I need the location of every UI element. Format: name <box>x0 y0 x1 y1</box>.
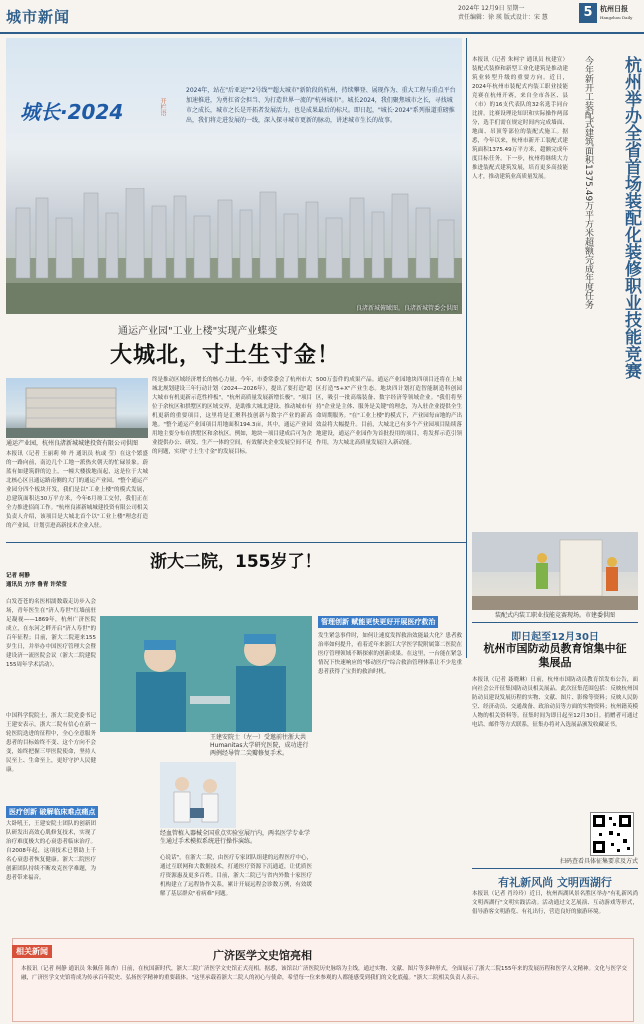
logo-en: Hangzhou Daily <box>600 15 633 20</box>
issue-info <box>458 4 548 22</box>
article1-body-right: 500万套件的成果产品。通运产业园地块四项目还将在上城区打造"5+X"产业生态。地块四计划打造智能制造科创园区，吸引一批高端装备、数字经济等领域企业。"我们将坚持"企业是主体、服务是关键"的理念，为入驻企业提供全生命周期服务。"在"工业上楼"的模式下，产业园每亩地的产出效益将大幅提升。目前，大城北已有多个产业园项目陆续落地建设，通运产业园作为首批投用的项目，将发挥示范引领作用，为大城北高质量发展注入新动能。 <box>316 377 462 446</box>
series-title: 城长·2024 <box>20 100 124 124</box>
article1-photo-caption: 通运产业园，杭州良渚新城城建投资有限公司供图 <box>6 440 139 447</box>
surgery-photo-caption: 王建安院士（左一）受邀前往浙大共Humanitas大学研究医院，成功进行两例经导管二尖瓣修复手术。 <box>210 734 309 757</box>
section-rule-2 <box>472 868 638 869</box>
section-rule <box>472 622 638 623</box>
article2-body-innovation: 大卧吼王，王建安院士团队的创新团队研发出高效心肌修复技术，实现了治疗难度极大的心衰患者临床治疗。自2008年起，这项技术已帮助上千名心衰患者恢复健康。浙大二院医疗创新团队持续不断攻克医学难题，为患者带来福音。 <box>6 821 96 881</box>
article2-body-intro: 白发苍苍的名医相濡数载走访步入会场，青年医生在"济人寿世"红墙前驻足凝视——1869年，杭州广济医院成立，在东河之畔开启"济人寿世"的百年征程；目前，浙大二院迎来155岁生日，并举办中国医疗管理大会暨建设济一流医院会议（浙大二院建院155周年学术活动）。 <box>6 599 96 668</box>
column-rule <box>466 38 467 658</box>
contest-photo <box>472 532 638 610</box>
related-news-box <box>12 938 634 1022</box>
hero-image <box>6 38 462 314</box>
qr-code-icon <box>591 813 633 855</box>
defense-headline-2: 杭州市国防动员教育馆集中征集展品 <box>483 642 627 669</box>
defense-headline-1: 即日起至12月30日 <box>511 632 599 643</box>
lab-photo <box>160 762 236 828</box>
article1-subtitle: 通运产业园"工业上楼"实现产业蝶变 <box>118 326 278 337</box>
qr-caption: 扫码查看具体征集要求及方式 <box>559 858 638 865</box>
related-title: 广济医学文史馆亮相 <box>213 949 312 962</box>
article1-title: 大城北，寸土生寸金！ <box>110 343 341 368</box>
lab-photo-caption: 经血管植入器械全国重点实验室展厅内，两名医学专业学生通过手术模拟系统进行操作演练。 <box>160 830 311 845</box>
article2-title: 浙大二院，155岁了！ <box>150 552 322 572</box>
industrial-park-photo <box>6 378 148 438</box>
series-banner <box>14 78 166 148</box>
series-intro: 2024年，站在"后亚运""2号线""超大城市"新阶段的杭州，持续攀登、展现作为、重大工程与重点平台加速推进，为勇扛省会担当、为打造世界一流的"杭州城市"。城长2024，我们聚焦城市之长，寻找城市之成长，城市之长是开拓者发展活力，也是成果最后的标尺。即日起，"城长·2024"系列报道重磅推出，我们将走进发展的一线，深入探寻城市更新的脉动，讲述城市生长的故事。 <box>186 87 456 124</box>
logo-text: 杭州日报 <box>600 4 628 13</box>
defense-body: 本报讯（记者 聂晓琳）日前，杭州市国防动员教育馆发布公告，面向社会公开征集国防动员相关展品。此次征集范围包括：反映杭州国防动员建设发展历程的实物、文献、图片、影像等资料；反映人民防空、经济动员、交通战备、政治动员等方面的实物资料；杭州籍英模人物的相关资料等。征集时间为即日起至12月30日。捐赠者可通过电话、邮件等方式联系，征集办将对入选展品颁发收藏证书。 <box>472 677 638 728</box>
editors-line: 责任编辑：徐 瑛 版式设计：宋 慧 <box>458 14 548 21</box>
article1-body-left: 本报讯（记者 王丽莉 帅 丹 通讯员 杭或 莹）在这个繁盛的一路向前，南边几个工地一派热火朝天的忙碌景象。蔚蓝有如建筑群的边上，一幢大楼拔地而起，这是位于大城北核心区且通运路南侧的大门的通运产业园。"整个通运产业园分四个板块开发，我们是以"工业上楼"的模式发展，总建筑面积达30万平方米，今年6月竣工交付，我们正在全力推进招商工作。"杭州良渚新城城建投资有限公司相关负责人介绍，该项目是大城北首个以"工业上楼"理念打造的产业园，计划引进高新技术企业入驻。 <box>6 451 148 529</box>
wenming-body: 本报讯（记者 肖玲玲）近日，杭州西湖风景名胜区举办"有礼新风尚 文明西湖行"文明实践活动。活动通过文艺展演、互动游戏等形式，倡导游客文明游览、有礼出行，营造良好的旅游环境。 <box>472 891 638 915</box>
qr-code[interactable] <box>590 812 634 856</box>
masthead-logo <box>600 4 632 22</box>
surgery-photo <box>100 616 312 732</box>
article2-body-management: 发生紧急事件时，如何让速度发挥救治效能最大化？患者救治率如何提升，看着近年来浙江大学医学院附属第二医院在医疗管理领域不断探索的创新成果。在这里，一台能在紧急情况下快速响应的"移动医疗"综合救治管理体系让不少危重患者获得了宝贵的救治时机。 <box>318 633 462 675</box>
skills-contest-body: 本报讯（记者 朱柯宇 通讯员 杭建宣）装配式装修和新型工业化建筑是推动建筑业转型升级的重要方向。近日，2024年杭州市装配式内装工职业技能竞赛在杭州开赛，来自全市各区、县（市）的16支代表队的32名选手同台比拼。比赛设理论知识和实际操作两部分，选手们需在规定时间内完成墙面、地面、吊顶等部位的装配式施工。据悉，今年以来，杭州市新开工装配式建筑面积1375.49万平方米，超额完成年度目标任务。下一步，杭州将继续大力推进装配式建筑发展，培育更多高技能人才，推动建筑业高质量发展。 <box>472 57 568 180</box>
related-body: 本报讯（记者 柯静 通讯员 朱佩佳 陈杏）日前，在杭国新时代，浙大二院广济医学文史馆正式亮相。据悉，该馆以广济医院历史脉络为主线，通过实物、文献、图片等多种形式，全面展示了浙大二院155年来的发展历程和医学人文精神。文化与医学交融，广济医学文史馆将成为传承百年院史、弘扬医学精神的重要载体。"这里承载着浙大二院人的初心与使命，希望每一位来参观的人都能感受到我们的文化底蕴。"浙大二院相关负责人表示。 <box>21 966 627 981</box>
section-title: 城市新闻 <box>6 8 71 26</box>
lab-illustration <box>160 762 236 828</box>
article1-body-mid: 终是推动区域经济增长的核心力量。今年，市委常委会了杭州市大城北规划建设三年行动计划（2024—2026年），提出了要打造"超大城市有机更新示范性样板"，"杭州高质量发展新增长极"。"项目位于余杭区和拱墅区的区域交界，是助推大城北建设、推动城市有机更新的重要项目，这里将是汇聚科技创新与数字产业的新高地。"整个通运产业园项目用地面积194.3亩，其中，通运产业园用地主要分布在拱墅区和余杭区。例如，地块一项目建成后可为企业提供办公、研发、生产一体的空间，有效解决企业发展空间不足的问题，实现"寸土生寸金"的发展目标。 <box>152 377 312 455</box>
surgeons-illustration <box>100 616 312 732</box>
article2-body-remote: 心说话"，在浙大二院，由医疗专家团队组建的远程医疗中心，通过互联网和大数据技术，打通医疗资源下沉通道，让优质医疗资源惠及更多百姓。目前，浙大二院已与省内外数十家医疗机构建立了远程协作关系，累计开展远程会诊数万例，有效缓解了基层群众"看病难"问题。 <box>160 855 312 897</box>
hero-caption: 良渚新城俯瞰图。良渚新城管委会供图 <box>355 305 458 312</box>
wenming-headline: 有礼新风尚 文明西湖行 <box>498 876 612 889</box>
series-label: 开栏语 <box>159 98 166 116</box>
tag-medical-innovation: 医疗创新 破解临床难点痛点 <box>6 806 98 818</box>
tag-management-innovation: 管理创新 赋能更快更好开展医疗救治 <box>318 616 438 628</box>
related-label: 相关新闻 <box>12 945 52 958</box>
article2-byline: 记者 柯静 通讯员 方序 鲁青 许荣莹 <box>6 573 67 588</box>
article-rule <box>6 542 466 543</box>
issue-date: 2024年 12月9日 星期一 <box>458 5 525 12</box>
contest-photo-caption: 装配式内装工职业技能竞赛现场。市建委供图 <box>494 612 615 619</box>
building-illustration <box>6 378 148 438</box>
page-header <box>0 0 644 34</box>
city-skyline-illustration <box>6 188 462 314</box>
page-number: 5 <box>579 3 597 23</box>
skills-contest-subhead: 今年新开工装配式建筑面积1375.49万平方米超额完成年度任务 <box>583 56 593 310</box>
article2-body-quote: 中国科学院院士，浙大二院党委书记王建安表示，浙大二院有信心在新一轮医院迭进的征程中，全心全意服务患者的目标始终不变、这个方向不会变，始终把握三甲医院使命，坚持人民至上、生命至上，更好守护人民健康。 <box>6 713 96 773</box>
skills-contest-headline: 杭州举办全省首场装配化装修职业技能竞赛 <box>621 56 641 379</box>
workers-illustration <box>472 532 638 610</box>
